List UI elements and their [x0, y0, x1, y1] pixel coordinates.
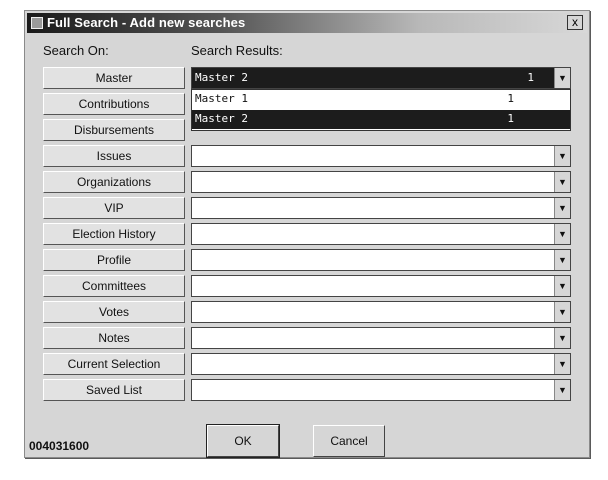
option-count: 1 — [507, 92, 514, 105]
close-icon: x — [572, 15, 578, 29]
search-on-organizations-button[interactable]: Organizations — [43, 171, 185, 193]
full-search-dialog — [24, 10, 590, 458]
results-combo[interactable] — [191, 197, 571, 219]
ok-button[interactable]: OK — [207, 425, 279, 457]
status-code: 004031600 — [29, 439, 90, 453]
results-combo[interactable] — [191, 249, 571, 271]
results-combo[interactable] — [191, 353, 571, 375]
search-on-votes-button[interactable]: Votes — [43, 301, 185, 323]
search-on-vip-button[interactable]: VIP — [43, 197, 185, 219]
option-label: Master 1 — [195, 92, 248, 105]
results-combo[interactable] — [191, 275, 571, 297]
search-results-header: Search Results: — [191, 43, 283, 58]
search-on-notes-button[interactable]: Notes — [43, 327, 185, 349]
chevron-down-icon[interactable]: ▼ — [554, 68, 570, 88]
search-on-header: Search On: — [43, 43, 109, 58]
option-count: 1 — [507, 112, 514, 125]
results-combo[interactable] — [191, 171, 571, 193]
results-combo[interactable] — [191, 379, 571, 401]
results-combo[interactable] — [191, 223, 571, 245]
chevron-down-icon[interactable]: ▼ — [554, 354, 570, 374]
master-dropdown-list[interactable] — [191, 89, 571, 131]
chevron-down-icon[interactable]: ▼ — [554, 198, 570, 218]
search-on-current-selection-button[interactable]: Current Selection — [43, 353, 185, 375]
chevron-down-icon[interactable]: ▼ — [554, 250, 570, 270]
chevron-down-icon[interactable]: ▼ — [554, 380, 570, 400]
search-on-contributions-button[interactable]: Contributions — [43, 93, 185, 115]
results-combo[interactable] — [191, 301, 571, 323]
close-button[interactable] — [567, 15, 583, 30]
search-on-master-button[interactable]: Master — [43, 67, 185, 89]
combo-value: Master 2 — [195, 71, 248, 84]
combo-count: 1 — [527, 71, 534, 84]
chevron-down-icon[interactable]: ▼ — [554, 172, 570, 192]
search-on-committees-button[interactable]: Committees — [43, 275, 185, 297]
title-bar[interactable] — [27, 13, 587, 33]
search-on-profile-button[interactable]: Profile — [43, 249, 185, 271]
results-combo[interactable] — [191, 327, 571, 349]
chevron-down-icon[interactable]: ▼ — [554, 328, 570, 348]
chevron-down-icon[interactable]: ▼ — [554, 146, 570, 166]
master-results-combo[interactable] — [191, 67, 571, 89]
chevron-down-icon[interactable]: ▼ — [554, 302, 570, 322]
app-icon — [31, 17, 43, 29]
search-on-saved-list-button[interactable]: Saved List — [43, 379, 185, 401]
search-on-election-history-button[interactable]: Election History — [43, 223, 185, 245]
search-on-issues-button[interactable]: Issues — [43, 145, 185, 167]
option-label: Master 2 — [195, 112, 248, 125]
search-on-disbursements-button[interactable]: Disbursements — [43, 119, 185, 141]
chevron-down-icon[interactable]: ▼ — [554, 276, 570, 296]
results-combo[interactable] — [191, 145, 571, 167]
chevron-down-icon[interactable]: ▼ — [554, 224, 570, 244]
dropdown-option[interactable] — [192, 90, 570, 109]
cancel-button[interactable]: Cancel — [313, 425, 385, 457]
dropdown-option[interactable] — [192, 110, 570, 129]
window-title: Full Search - Add new searches — [47, 15, 246, 30]
